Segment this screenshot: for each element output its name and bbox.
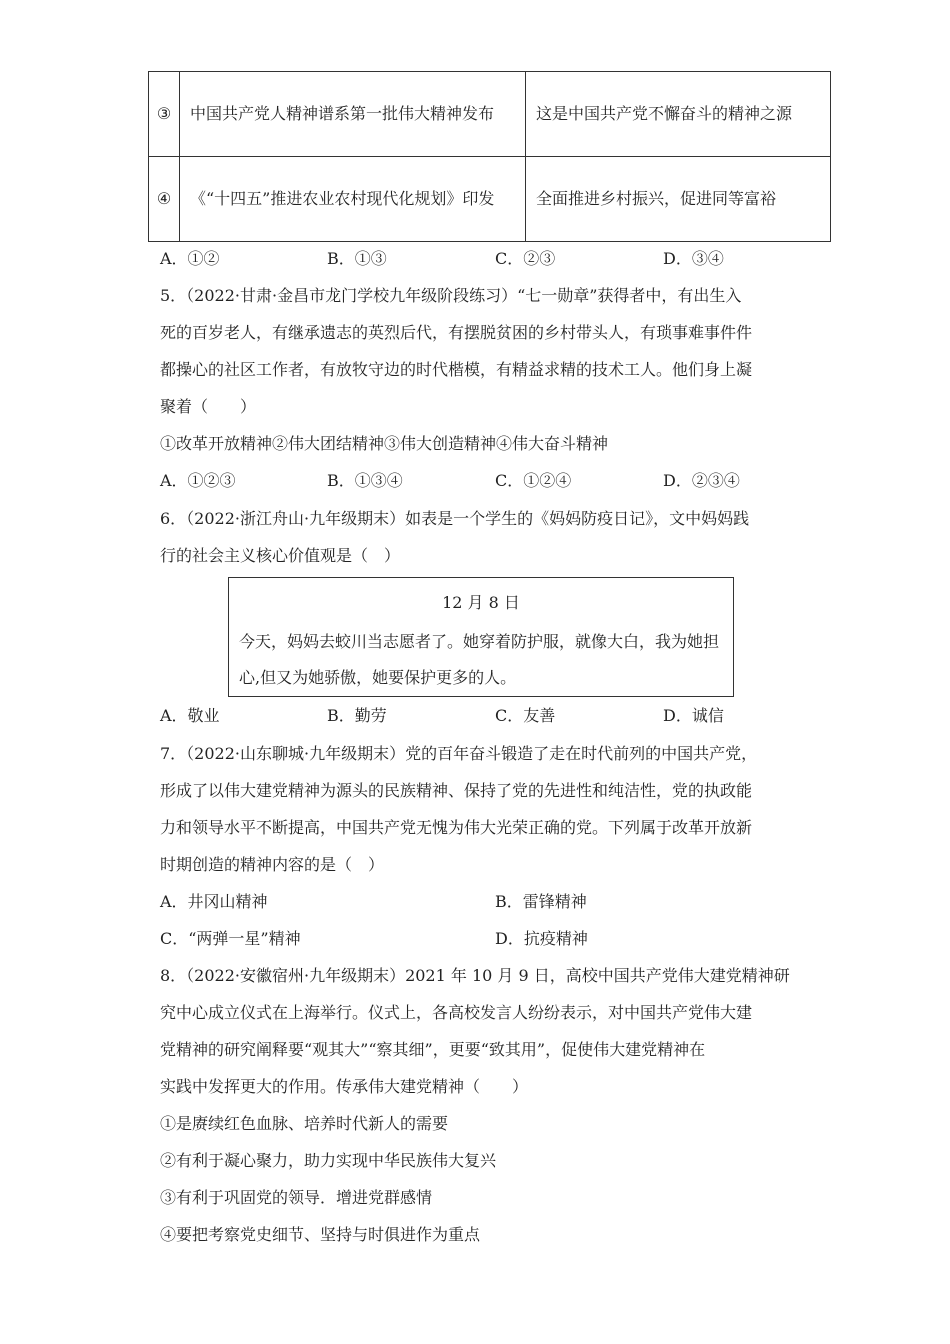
q5-option-c[interactable]: C．①②④ xyxy=(495,471,572,490)
q8-stem-line: 8．（2022·安徽宿州·九年级期末）2021 年 10 月 9 日，高校中国共产党伟大建党精神研 xyxy=(160,966,790,985)
q4-option-c[interactable]: C．②③ xyxy=(495,249,556,268)
row-meaning: 这是中国共产党不懈奋斗的精神之源 xyxy=(526,72,831,157)
q5-stem-line: 死的百岁老人，有继承遗志的英烈后代，有摆脱贫困的乡村带头人，有琐事难事件件 xyxy=(160,323,753,342)
q7-stem-line: 形成了以伟大建党精神为源头的民族精神、保持了党的先进性和纯洁性，党的执政能 xyxy=(160,781,753,800)
q4-option-b[interactable]: B．①③ xyxy=(327,249,387,268)
q8-statement: ③有利于巩固党的领导．增进党群感情 xyxy=(160,1188,433,1207)
q8-statement: ②有利于凝心聚力，助力实现中华民族伟大复兴 xyxy=(160,1151,497,1170)
q5-option-b[interactable]: B．①③④ xyxy=(327,471,403,490)
q5-option-a[interactable]: A．①②③ xyxy=(160,471,236,490)
table-row xyxy=(149,72,831,157)
row-event: 《“十四五”推进农业农村现代化规划》印发 xyxy=(180,157,526,242)
q6-stem-line: 行的社会主义核心价值观是（ ） xyxy=(160,546,401,565)
q7-option-b[interactable]: B．雷锋精神 xyxy=(495,892,587,911)
q8-stem-line: 实践中发挥更大的作用。传承伟大建党精神（ ） xyxy=(160,1077,529,1096)
q7-stem-line: 7．（2022·山东聊城·九年级期末）党的百年奋斗锻造了走在时代前列的中国共产党， xyxy=(160,744,758,763)
q4-option-a[interactable]: A．①② xyxy=(160,249,220,268)
q8-statement: ④要把考察党史细节、坚持与时俱进作为重点 xyxy=(160,1225,481,1244)
q6-option-a[interactable]: A．敬业 xyxy=(160,706,220,725)
row-number: ④ xyxy=(149,157,180,242)
q7-option-a[interactable]: A．井冈山精神 xyxy=(160,892,268,911)
q5-stem-line: 5．（2022·甘肃·金昌市龙门学校九年级阶段练习）“七一勋章”获得者中，有出生入 xyxy=(160,286,742,305)
q8-stem-line: 党精神的研究阐释要“观其大”“察其细”，更要“致其用”，促使伟大建党精神在 xyxy=(160,1040,706,1059)
q7-stem-line: 力和领导水平不断提高，中国共产党无愧为伟大光荣正确的党。下列属于改革开放新 xyxy=(160,818,753,837)
q8-stem-line: 究中心成立仪式在上海举行。仪式上，各高校发言人纷纷表示，对中国共产党伟大建 xyxy=(160,1003,753,1022)
q6-option-d[interactable]: D．诚信 xyxy=(663,706,724,725)
q5-stem-line: 聚着（ ） xyxy=(160,397,257,416)
diary-date: 12 月 8 日 xyxy=(442,593,520,612)
q5-option-d[interactable]: D．②③④ xyxy=(663,471,740,490)
row-meaning: 全面推进乡村振兴，促进同等富裕 xyxy=(526,157,831,242)
q4-option-d[interactable]: D．③④ xyxy=(663,249,724,268)
q6-option-b[interactable]: B．勤劳 xyxy=(327,706,387,725)
diary-box xyxy=(228,577,734,697)
q6-stem-line: 6．（2022·浙江舟山·九年级期末）如表是一个学生的《妈妈防疫日记》，文中妈妈践 xyxy=(160,509,750,528)
q7-option-c[interactable]: C．“两弹一星”精神 xyxy=(160,929,301,948)
row-number: ③ xyxy=(149,72,180,157)
q5-statements: ①改革开放精神②伟大团结精神③伟大创造精神④伟大奋斗精神 xyxy=(160,434,609,453)
diary-text: 今天，妈妈去蛟川当志愿者了。她穿着防护服，就像大白，我为她担心,但又为她骄傲，她要保护更多的人。 xyxy=(239,632,720,687)
q8-statement: ①是赓续红色血脉、培养时代新人的需要 xyxy=(160,1114,449,1133)
q7-option-d[interactable]: D．抗疫精神 xyxy=(495,929,588,948)
q7-stem-line: 时期创造的精神内容的是（ ） xyxy=(160,855,385,874)
q6-option-c[interactable]: C．友善 xyxy=(495,706,556,725)
q5-stem-line: 都操心的社区工作者，有放牧守边的时代楷模，有精益求精的技术工人。他们身上凝 xyxy=(160,360,753,379)
table-row xyxy=(149,157,831,242)
events-table xyxy=(148,71,831,242)
row-event: 中国共产党人精神谱系第一批伟大精神发布 xyxy=(180,72,526,157)
